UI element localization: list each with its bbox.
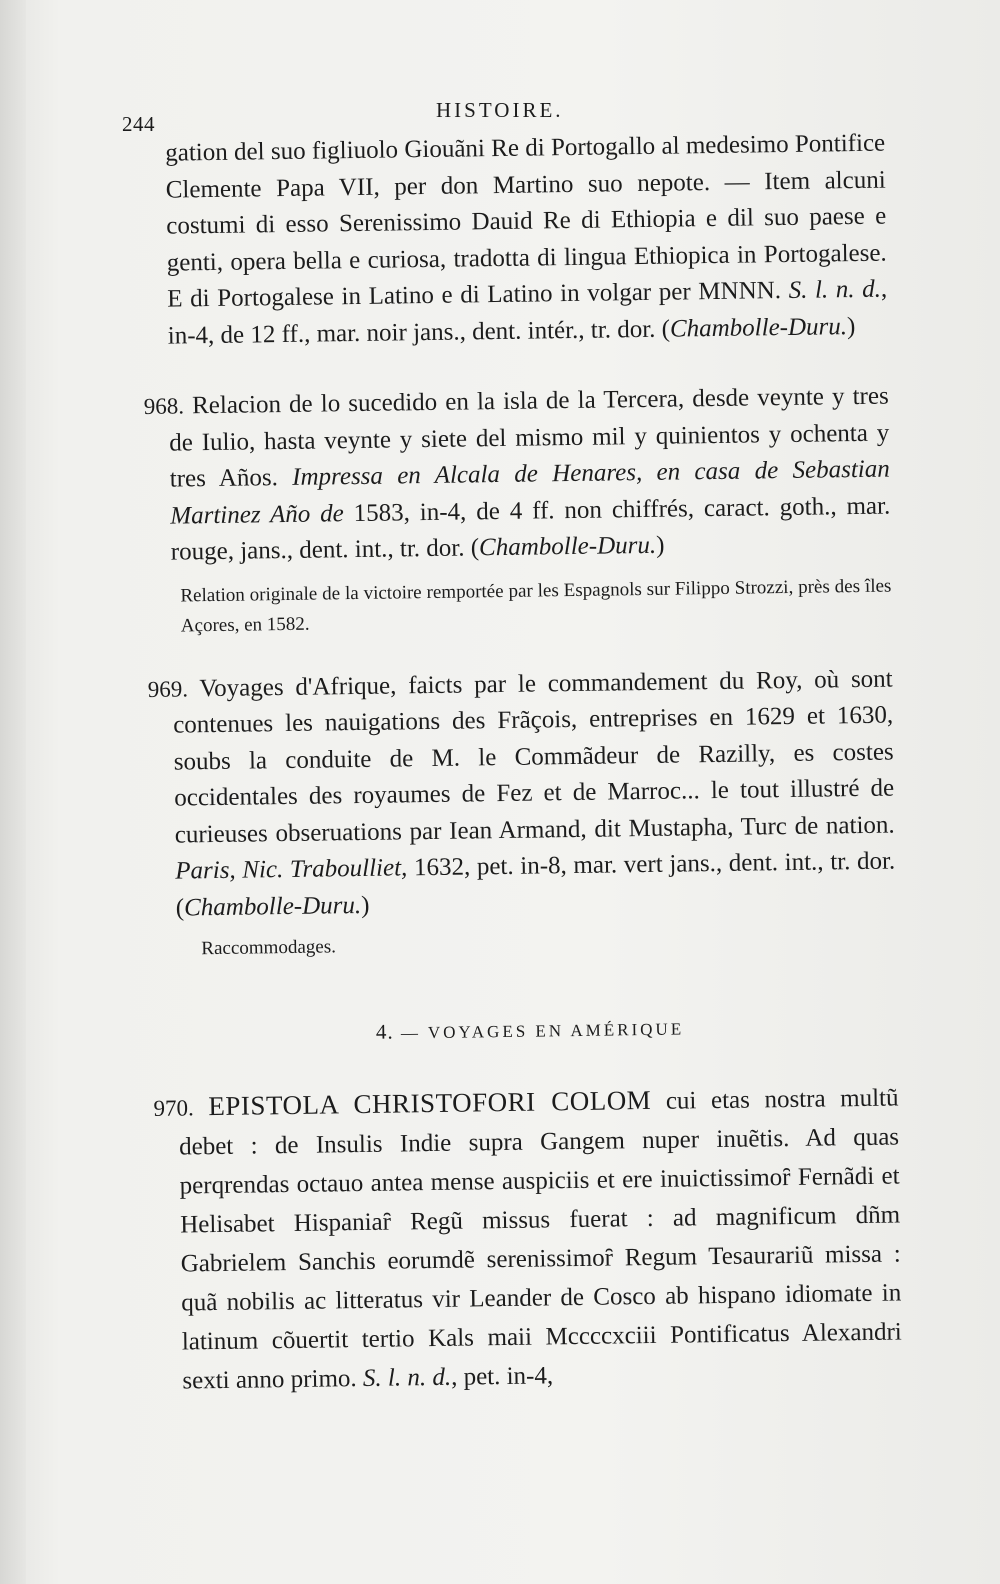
imprint: S. l. n. d.	[362, 1363, 452, 1393]
imprint: S. l. n. d.	[788, 275, 882, 304]
entry-text: gation del suo figliuolo Giouãni Re di Portogallo al medesimo Pontifice Clemente Papa VII, per don Martino suo nepote. — Item alcuni costumi di esso Serenissimo Dauid Re di Ethiopia e dil suo paese e genti, opera bella e curiosa, tradotta di lingua Ethiopica in Portogalese. E di Portogalese in Latino e di Latino in volgar per MNNN.	[165, 129, 887, 313]
entry-969	[147, 661, 895, 927]
running-title: HISTOIRE.	[436, 98, 564, 122]
imprint: Impressa en Alcala de Henares, en casa de Sebastian Martinez Año de	[170, 455, 890, 530]
entry-968	[144, 379, 891, 572]
entry-968-note: Relation originale de la victoire remportée par les Espagnols sur Filippo Strozzi, près des îles Açores, en 1582.	[180, 575, 892, 636]
entry-970	[153, 1078, 902, 1401]
section-title: VOYAGES EN AMÉRIQUE	[427, 1019, 685, 1043]
entry-text: Voyages d'Afrique, faicts par le commandement du Roy, où sont contenues les nauigations des Frãçois, entreprises en 1629 et 1630, soubs la conduite de M. le Commãdeur de Razilly, es costes occidentales des royaumes de Fez et de Marroc... le tout illustré de curieuses obseruations par Iean Armand, dit Mustapha, Turc de nation.	[173, 665, 895, 849]
collation: 1632, pet. in-8, mar. vert jans., dent. int., tr. dor. (	[175, 847, 896, 922]
page-number: 244	[122, 112, 155, 136]
page-gutter-shadow	[0, 0, 26, 1584]
close-paren: )	[846, 312, 856, 340]
close-paren: )	[655, 531, 665, 559]
entry-969-note: Raccommodages.	[201, 936, 337, 960]
entry-number: 968.	[143, 393, 185, 419]
collation: 1583, in-4, de 4 ff. non chiffrés, caract. goth., mar. rouge, jans., dent. int., tr. dor. (	[170, 492, 891, 566]
entry-text: Relacion de lo sucedido en la isla de la Tercera, desde veynte y tres de Iulio, hasta veynte y siete del mismo mil y quinientos y ochenta y tres Años.	[169, 382, 890, 493]
binder: Chambolle-Duru.	[183, 891, 362, 921]
section-heading	[152, 1013, 897, 1048]
close-paren: )	[360, 891, 370, 919]
page-body	[140, 126, 903, 1401]
entry-caps-title: EPISTOLA CHRISTOFORI COLOM	[208, 1084, 652, 1122]
section-number: 4.	[375, 1019, 394, 1044]
entry-number: 969.	[147, 675, 189, 702]
imprint: Paris, Nic. Traboulliet,	[175, 854, 408, 885]
continued-entry	[140, 126, 888, 355]
entry-text: cui etas nostra multũ debet : de Insulis Indie supra Gangem nuper inuẽtis. Ad quas perqrendas octauo antea mense auspiciis et ere inuictissimoȓ Fernãdi et Helisabet Hispaniaȓ Regũ missus fuerat : ad magnificum dñm Gabrielem Sanchis eorumdẽ serenissimoȓ Regum Tesaurariũ missa : quã nobilis ac litteratus vir Leander de Cosco ab hispano idiomate in latinum cõuertit tertio Kals maii Mccccxciii Pontificatus Alexandri sexti anno primo.	[178, 1084, 902, 1395]
binder: Chambolle-Duru.	[669, 312, 848, 343]
section-dash: —	[400, 1023, 422, 1043]
collation: , pet. in-4,	[450, 1362, 554, 1391]
collation: , in-4, de 12 ff., mar. noir jans., dent. intér., tr. dor. (	[167, 275, 888, 350]
entry-number: 970.	[153, 1095, 194, 1121]
binder: Chambolle-Duru.	[478, 531, 657, 562]
